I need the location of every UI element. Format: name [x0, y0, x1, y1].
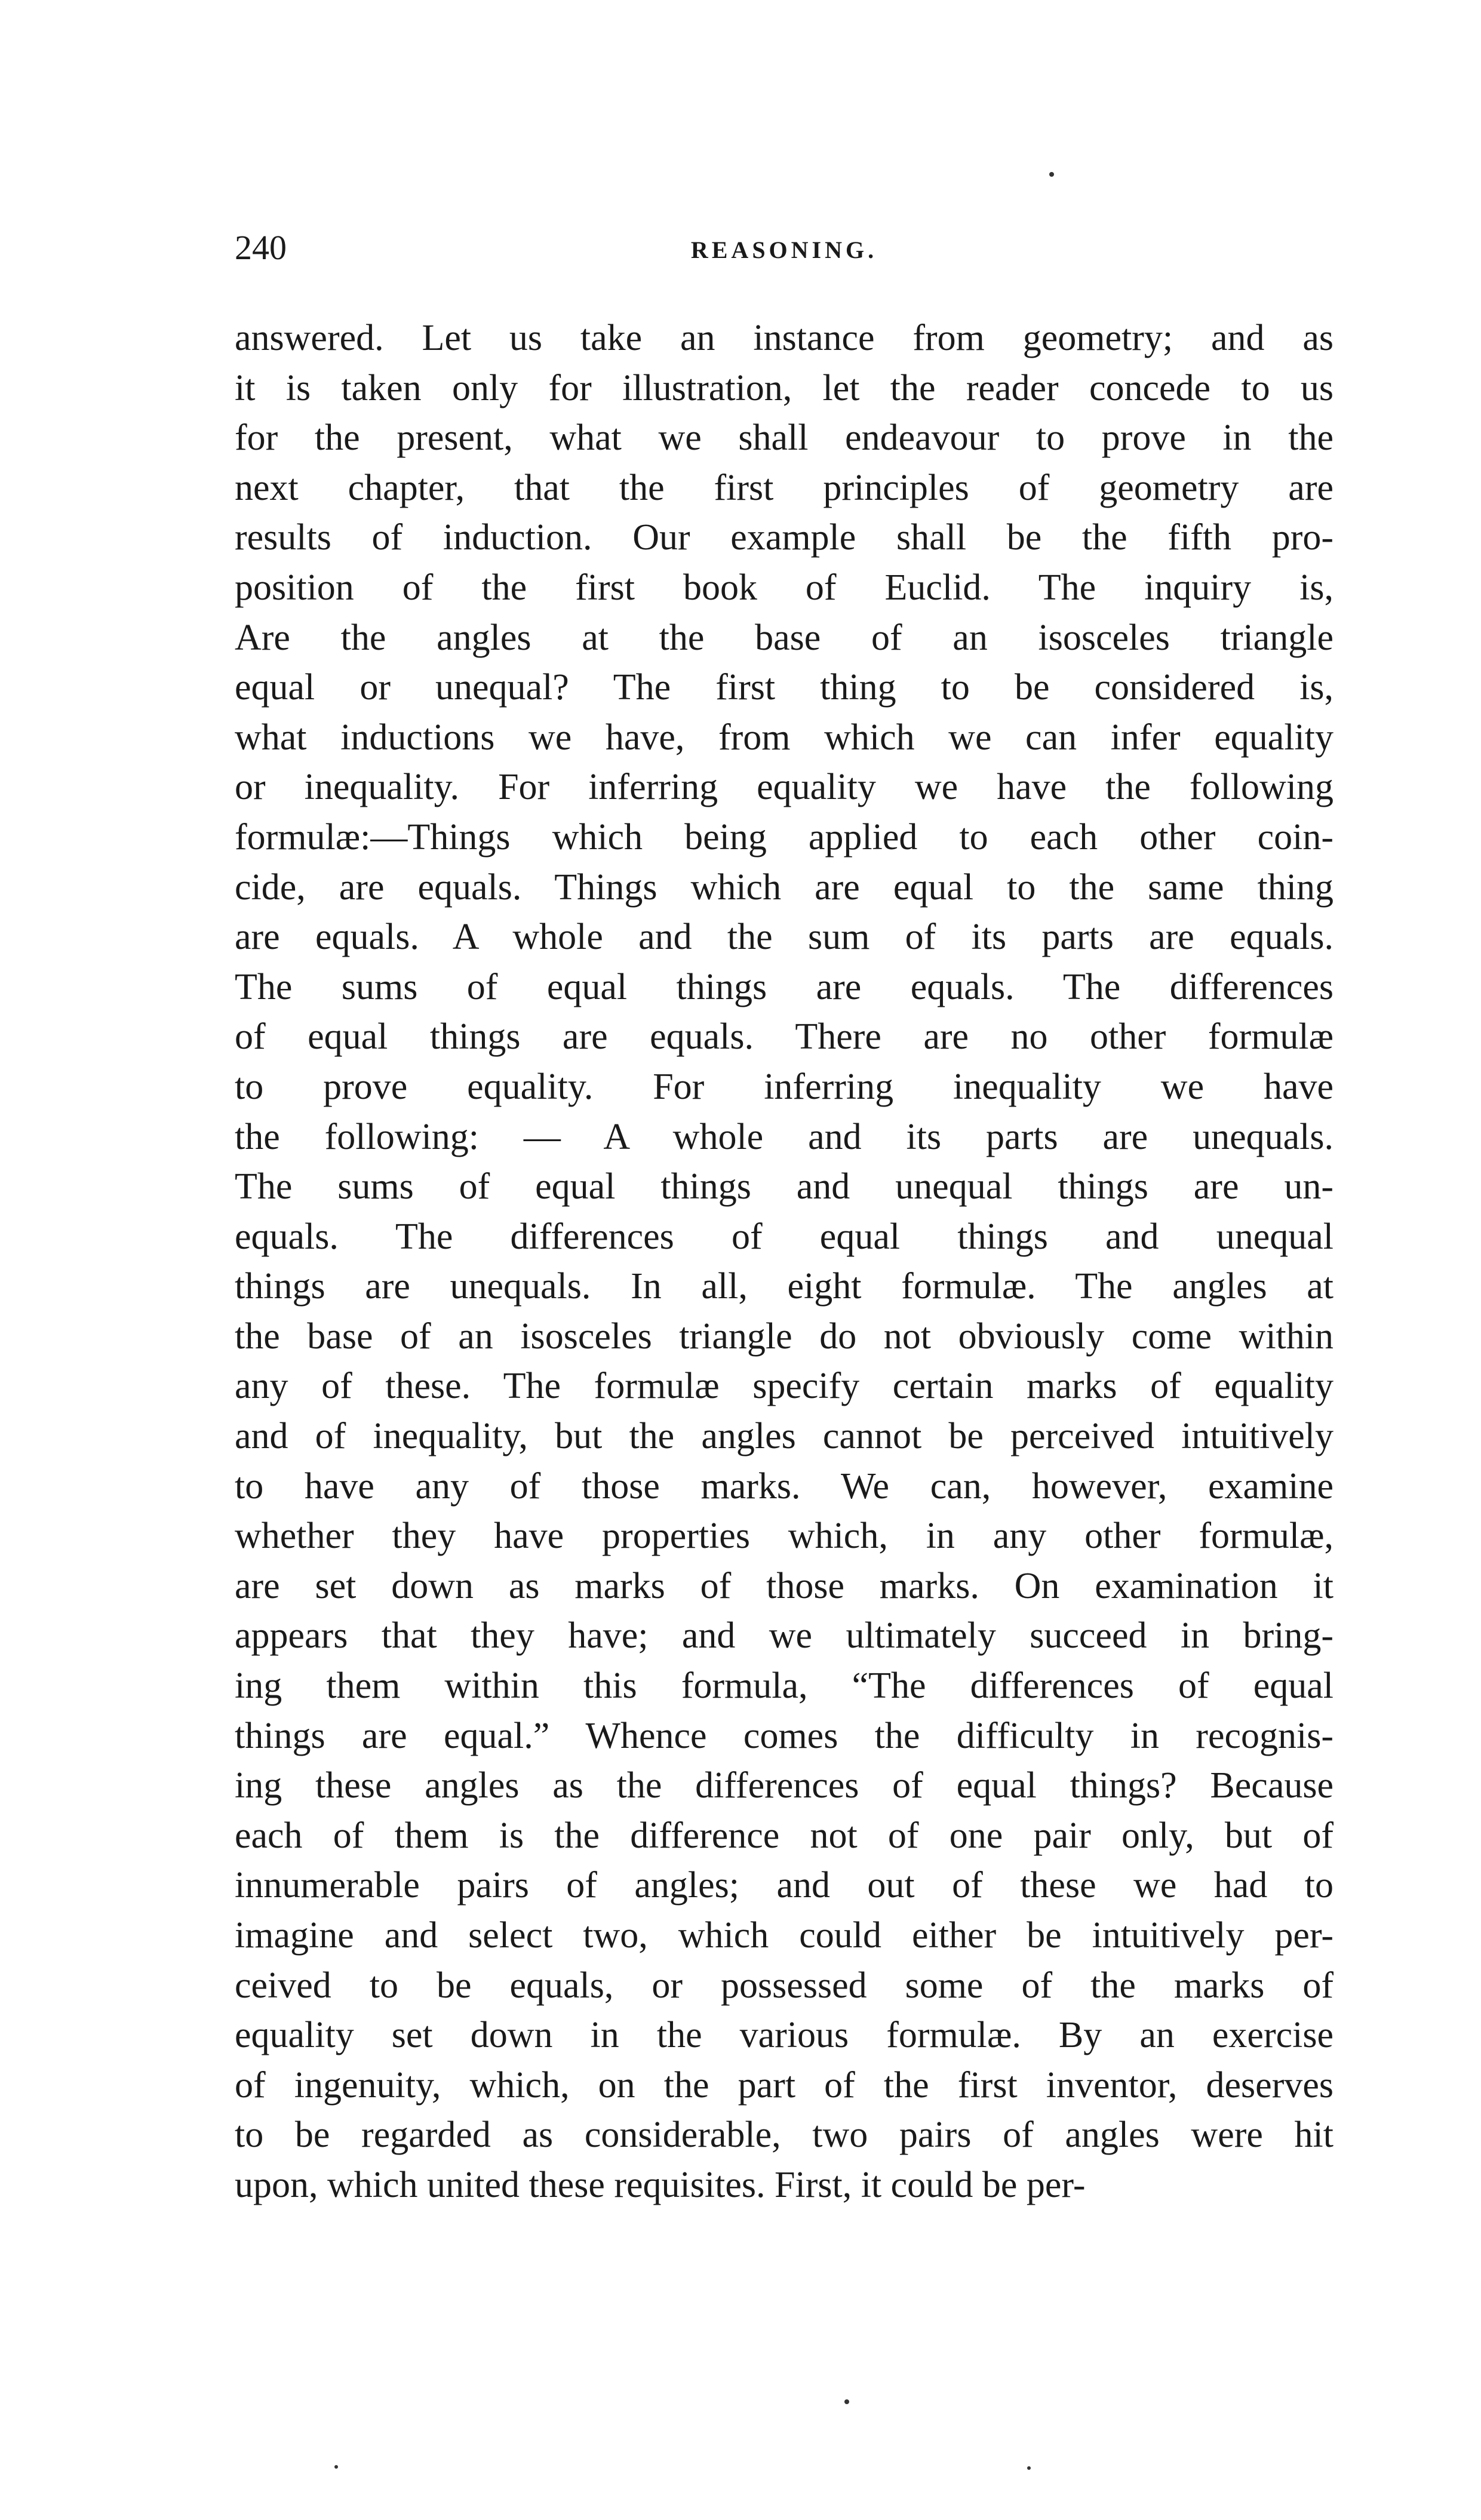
- text-line: results of induction. Our example shall be the fifth pro-: [235, 517, 1333, 558]
- running-title: REASONING.: [690, 236, 878, 263]
- text-line: next chapter, that the first principles of geometry are: [235, 467, 1333, 508]
- text-line: Are the angles at the base of an isosceles triangle: [235, 617, 1333, 658]
- text-line: of equal things are equals. There are no other formulæ: [235, 1016, 1333, 1058]
- text-line: and of inequality, but the angles cannot be perceived intuitively: [235, 1416, 1333, 1457]
- text-line: whether they have properties which, in any other formulæ,: [235, 1516, 1333, 1557]
- body-text: [235, 314, 1333, 2211]
- text-line: upon, which united these requisites. First, it could be per-: [235, 2164, 1086, 2205]
- text-line: each of them is the difference not of one pair only, but of: [235, 1815, 1333, 1856]
- text-line: The sums of equal things are equals. The differences: [235, 966, 1333, 1007]
- text-line: of ingenuity, which, on the part of the first inventor, deserves: [235, 2064, 1333, 2106]
- text-line: ing them within this formula, “The differences of equal: [235, 1665, 1333, 1707]
- text-line: the following: — A whole and its parts are unequals.: [235, 1116, 1333, 1157]
- text-line: things are equal.” Whence comes the difficulty in recognis-: [235, 1715, 1333, 1756]
- text-line: to have any of those marks. We can, however, examine: [235, 1465, 1333, 1507]
- text-line: equality set down in the various formulæ. By an exercise: [235, 2015, 1333, 2056]
- stray-mark: [334, 2465, 338, 2469]
- text-line: are equals. A whole and the sum of its parts are equals.: [235, 917, 1333, 958]
- text-line: are set down as marks of those marks. On examination it: [235, 1565, 1333, 1606]
- text-line: position of the first book of Euclid. The inquiry is,: [235, 567, 1333, 608]
- stray-mark: [844, 2399, 849, 2404]
- text-line: for the present, what we shall endeavour to prove in the: [235, 417, 1333, 459]
- text-line: answered. Let us take an instance from geometry; and as: [235, 318, 1333, 358]
- text-line: imagine and select two, which could either be intuitively per-: [235, 1915, 1333, 1956]
- text-line: to prove equality. For inferring inequality we have: [235, 1066, 1333, 1107]
- text-line: ceived to be equals, or possessed some of the marks of: [235, 1965, 1333, 2006]
- running-head: [235, 224, 1333, 272]
- text-line: innumerable pairs of angles; and out of these we had to: [235, 1865, 1333, 1906]
- text-line: equals. The differences of equal things and unequal: [235, 1216, 1333, 1257]
- text-line: the base of an isosceles triangle do not obviously come within: [235, 1316, 1333, 1357]
- stray-mark: [1027, 2466, 1031, 2470]
- text-line: it is taken only for illustration, let the reader concede to us: [235, 367, 1333, 408]
- text-line: formulæ:—Things which being applied to each other coin-: [235, 816, 1333, 858]
- text-line: to be regarded as considerable, two pairs of angles were hit: [235, 2115, 1333, 2156]
- text-line: ing these angles as the differences of equal things? Because: [235, 1765, 1333, 1806]
- page-number: 240: [235, 228, 287, 267]
- text-line: any of these. The formulæ specify certain marks of equality: [235, 1366, 1333, 1407]
- text-line: what inductions we have, from which we can infer equality: [235, 717, 1333, 758]
- text-line: or inequality. For inferring equality we have the following: [235, 767, 1333, 808]
- text-line: cide, are equals. Things which are equal to the same thing: [235, 866, 1333, 908]
- stray-mark: [1049, 172, 1054, 177]
- text-line: equal or unequal? The first thing to be considered is,: [235, 667, 1333, 708]
- text-line: things are unequals. In all, eight formulæ. The angles at: [235, 1266, 1333, 1307]
- text-line: The sums of equal things and unequal things are un-: [235, 1166, 1333, 1207]
- text-line: appears that they have; and we ultimately succeed in bring-: [235, 1615, 1333, 1657]
